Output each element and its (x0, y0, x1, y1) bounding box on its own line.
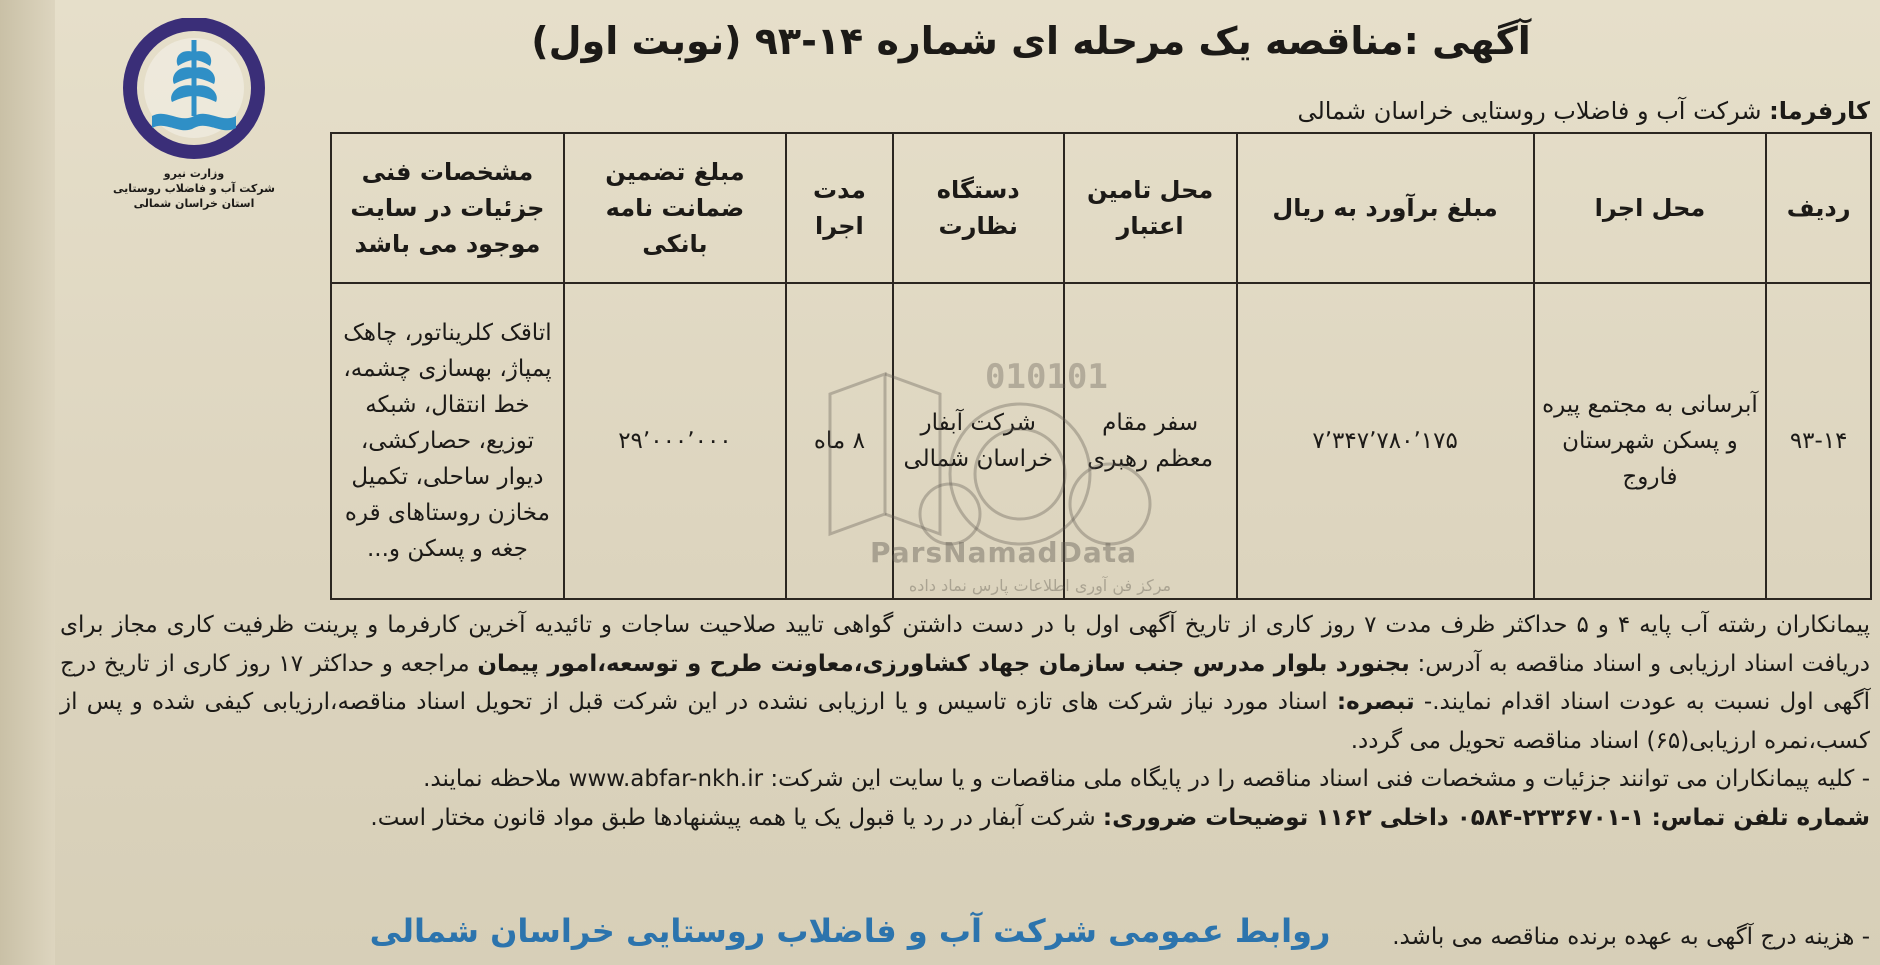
tender-advertisement (50, 6, 1872, 958)
cell-funding: سفر مقام معظم رهبری (1064, 283, 1237, 599)
notes-label: توضیحات ضروری: (1102, 804, 1309, 831)
company-logo (94, 18, 294, 208)
body-paragraph (60, 606, 1870, 760)
logo-caption-line: وزارت نیرو (163, 167, 225, 180)
header-estimate: مبلغ برآورد به ریال (1237, 133, 1534, 283)
ad-body (60, 606, 1870, 837)
header-row-no: ردیف (1766, 133, 1871, 283)
watermark-digits: 010101 (985, 357, 1108, 397)
employer-name: شرکت آب و فاضلاب روستایی خراسان شمالی (1297, 97, 1762, 125)
table-header-row (331, 133, 1871, 283)
logo-emblem-icon (94, 18, 294, 168)
cell-estimate: ۷٬۳۴۷٬۷۸۰٬۱۷۵ (1237, 283, 1534, 599)
public-relations-signature: روابط عمومی شرکت آب و فاضلاب روستایی خراسان شمالی (369, 912, 1331, 950)
tender-address: بجنورد بلوار مدرس جنب سازمان جهاد کشاورزی،معاونت طرح و توسعه،امور پیمان (477, 650, 1410, 677)
note-label: تبصره: (1336, 689, 1415, 715)
cell-guarantee: ۲۹٬۰۰۰٬۰۰۰ (564, 283, 786, 599)
employer-line (1297, 94, 1870, 128)
tender-table (330, 132, 1872, 600)
phone-label: شماره تلفن تماس: (1651, 804, 1870, 831)
body-paragraph (60, 799, 1870, 838)
body-text-segment: شرکت آبفار در رد یا قبول یک یا همه پیشنهادها طبق مواد قانون مختار است. (370, 804, 1096, 831)
logo-caption (94, 166, 294, 211)
page-edge (0, 0, 55, 965)
cost-note: - هزینه درج آگهی به عهده برنده مناقصه می باشد. (1392, 924, 1870, 950)
logo-caption-line: استان خراسان شمالی (133, 197, 255, 210)
body-text-segment: مراجعه و حداکثر ۱۷ روز کاری از تاریخ درج آگهی اول نسبت به عودت اسناد اقدام نمایند.- (60, 650, 1871, 715)
header-location: محل اجرا (1534, 133, 1767, 283)
cell-location: آبرسانی به مجتمع پیره و پسکن شهرستان فاروج (1534, 283, 1767, 599)
body-paragraph: - کلیه پیمانکاران می توانند جزئیات و مشخصات فنی اسناد مناقصه را در پایگاه ملی مناقصات و یا سایت این شرکت: www.abfar-nkh.ir ملاحظه نمایند. (423, 766, 1870, 792)
cell-specs: اتاقک کلریناتور، چاهک پمپاژ، بهسازی چشمه، خط انتقال، شبکه توزیع، حصارکشی، دیوار ساحلی، تکمیل مخازن روستاهای قره جغه و پسکن و... (331, 283, 564, 599)
logo-caption-line: شرکت آب و فاضلاب روستایی (113, 182, 275, 195)
body-text-segment: پیمانکاران رشته آب پایه ۴ و ۵ حداکثر ظرف مدت ۷ روز کاری از تاریخ آگهی اول با در دست داشتن گواهی تایید صلاحیت ساجات و تائیدیه آخرین کارفرما و پرینت ظرفیت کاری مجاز برای دریافت اسناد ارزیابی و اسناد مناقصه به آدرس: (60, 612, 1870, 677)
header-funding: محل تامین اعتبار (1064, 133, 1237, 283)
phone-number: ۱-۲۲۳۶۷۰۱-۰۵۸۴ داخلی ۱۱۶۲ (1315, 804, 1645, 831)
cell-duration: ۸ ماه (786, 283, 893, 599)
cell-row-no: ۹۳-۱۴ (1766, 283, 1871, 599)
header-supervisor: دستگاه نظارت (893, 133, 1064, 283)
watermark-subtitle: مرکز فن آوری اطلاعات پارس نماد داده (908, 576, 1172, 595)
header-specs: مشخصات فنی جزئیات در سایت موجود می باشد (331, 133, 564, 283)
header-duration: مدت اجرا (786, 133, 893, 283)
ad-title: آگهی :مناقصه یک مرحله ای شماره ۱۴-۹۳ (نوبت اول) (531, 19, 1531, 63)
employer-label: کارفرما: (1769, 97, 1870, 125)
body-text-segment: اسناد مورد نیاز شرکت های تازه تاسیس و یا ارزیابی نشده در این شرکت قبل از تحویل اسناد مناقصه،ارزیابی کیفی شده و پس از کسب،نمره ارزیابی(۶۵) اسناد مناقصه تحویل می گردد. (60, 689, 1870, 754)
table-row (331, 283, 1871, 599)
header-guarantee: مبلغ تضمین ضمانت نامه بانکی (564, 133, 786, 283)
watermark-brand: ParsNamadData (870, 536, 1137, 569)
cell-supervisor: شرکت آبفار خراسان شمالی (893, 283, 1064, 599)
